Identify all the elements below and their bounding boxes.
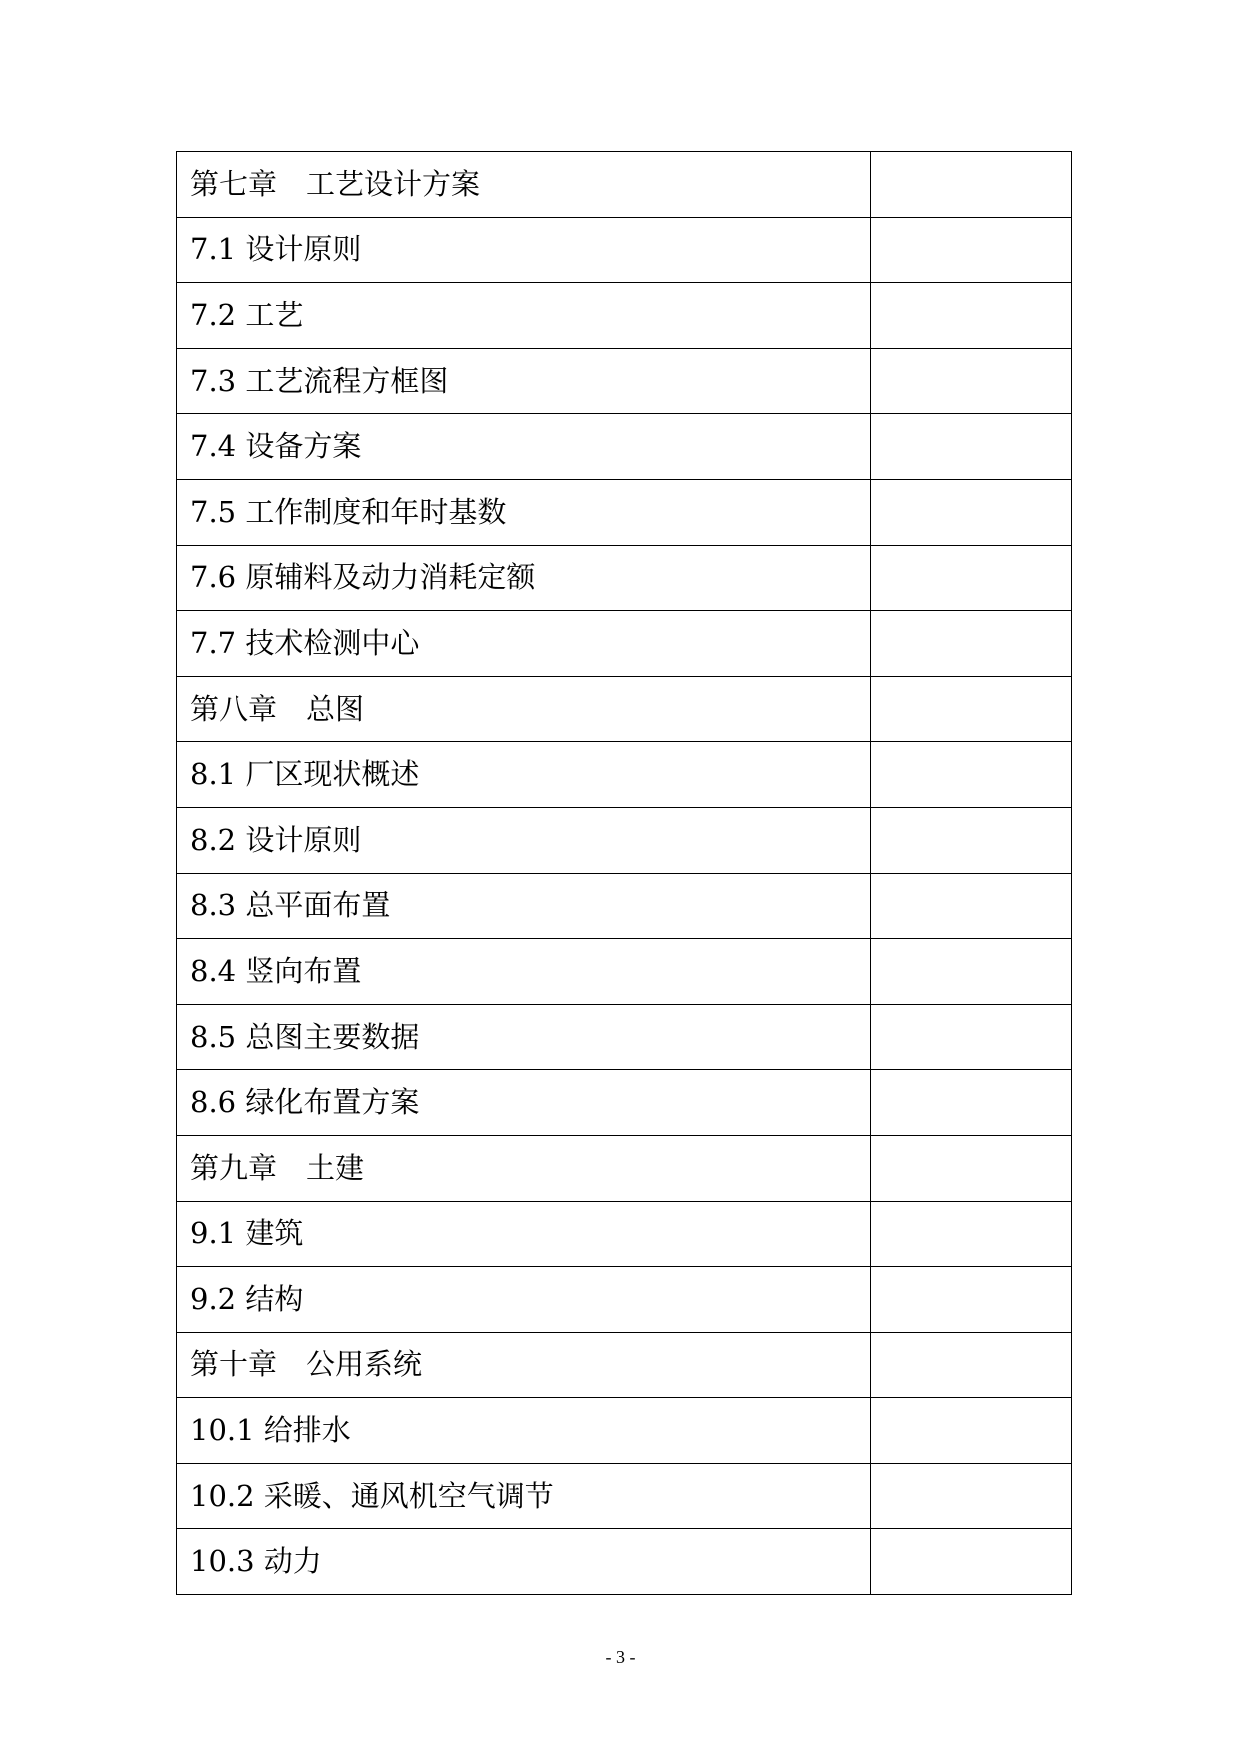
toc-entry-title: 7.5 工作制度和年时基数 bbox=[177, 479, 871, 545]
toc-entry-page bbox=[871, 1267, 1072, 1333]
toc-entry-title: 第八章 总图 bbox=[177, 676, 871, 742]
toc-entry-title: 10.2 采暖、通风机空气调节 bbox=[177, 1463, 871, 1529]
table-row bbox=[177, 676, 1072, 742]
toc-entry-page bbox=[871, 1332, 1072, 1398]
table-row bbox=[177, 1267, 1072, 1333]
toc-entry-page bbox=[871, 1463, 1072, 1529]
table-row bbox=[177, 873, 1072, 939]
table-row bbox=[177, 1529, 1072, 1595]
toc-entry-title: 8.5 总图主要数据 bbox=[177, 1004, 871, 1070]
toc-entry-title: 7.4 设备方案 bbox=[177, 414, 871, 480]
toc-entry-page bbox=[871, 807, 1072, 873]
toc-entry-page bbox=[871, 1070, 1072, 1136]
toc-entry-title: 9.1 建筑 bbox=[177, 1201, 871, 1267]
table-of-contents bbox=[176, 151, 1072, 1595]
toc-entry-page bbox=[871, 1135, 1072, 1201]
toc-entry-title: 8.6 绿化布置方案 bbox=[177, 1070, 871, 1136]
toc-entry-page bbox=[871, 479, 1072, 545]
table-row bbox=[177, 807, 1072, 873]
table-row bbox=[177, 545, 1072, 611]
table-row bbox=[177, 611, 1072, 677]
toc-entry-page bbox=[871, 742, 1072, 808]
toc-entry-page bbox=[871, 1398, 1072, 1464]
table-row bbox=[177, 414, 1072, 480]
toc-entry-title: 7.7 技术检测中心 bbox=[177, 611, 871, 677]
toc-entry-page bbox=[871, 873, 1072, 939]
toc-entry-title: 8.2 设计原则 bbox=[177, 807, 871, 873]
toc-entry-page bbox=[871, 939, 1072, 1005]
toc-entry-page bbox=[871, 283, 1072, 349]
page-number: - 3 - bbox=[605, 1647, 636, 1667]
table-row bbox=[177, 152, 1072, 218]
table-row bbox=[177, 1201, 1072, 1267]
toc-entry-page bbox=[871, 1529, 1072, 1595]
toc-entry-page bbox=[871, 348, 1072, 414]
toc-entry-title: 7.2 工艺 bbox=[177, 283, 871, 349]
table-row bbox=[177, 742, 1072, 808]
table-row bbox=[177, 939, 1072, 1005]
toc-entry-title: 第九章 土建 bbox=[177, 1135, 871, 1201]
table-row bbox=[177, 1332, 1072, 1398]
toc-entry-title: 7.6 原辅料及动力消耗定额 bbox=[177, 545, 871, 611]
toc-entry-page bbox=[871, 676, 1072, 742]
toc-entry-page bbox=[871, 217, 1072, 283]
toc-entry-page bbox=[871, 1004, 1072, 1070]
toc-entry-title: 第十章 公用系统 bbox=[177, 1332, 871, 1398]
table-row bbox=[177, 1070, 1072, 1136]
table-row bbox=[177, 1004, 1072, 1070]
table-row bbox=[177, 1463, 1072, 1529]
table-row bbox=[177, 1398, 1072, 1464]
toc-entry-title: 10.1 给排水 bbox=[177, 1398, 871, 1464]
toc-body bbox=[177, 152, 1072, 1595]
toc-entry-page bbox=[871, 152, 1072, 218]
toc-entry-title: 10.3 动力 bbox=[177, 1529, 871, 1595]
toc-entry-title: 7.3 工艺流程方框图 bbox=[177, 348, 871, 414]
toc-entry-title: 第七章 工艺设计方案 bbox=[177, 152, 871, 218]
toc-entry-title: 8.1 厂区现状概述 bbox=[177, 742, 871, 808]
table-row bbox=[177, 1135, 1072, 1201]
table-row bbox=[177, 348, 1072, 414]
table-row bbox=[177, 479, 1072, 545]
table-row bbox=[177, 217, 1072, 283]
toc-entry-page bbox=[871, 414, 1072, 480]
toc-entry-title: 8.4 竖向布置 bbox=[177, 939, 871, 1005]
table-row bbox=[177, 283, 1072, 349]
toc-entry-page bbox=[871, 611, 1072, 677]
toc-entry-title: 7.1 设计原则 bbox=[177, 217, 871, 283]
toc-entry-title: 9.2 结构 bbox=[177, 1267, 871, 1333]
toc-entry-page bbox=[871, 545, 1072, 611]
toc-entry-title: 8.3 总平面布置 bbox=[177, 873, 871, 939]
toc-entry-page bbox=[871, 1201, 1072, 1267]
